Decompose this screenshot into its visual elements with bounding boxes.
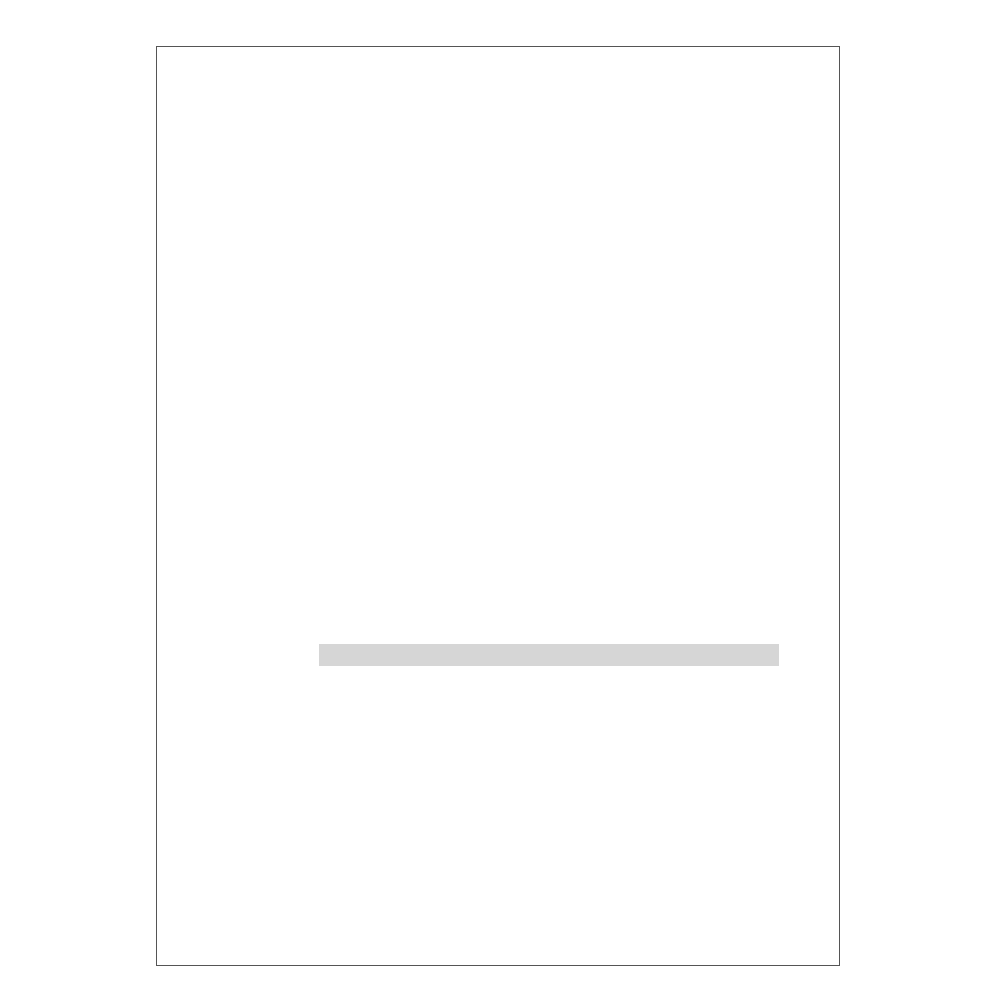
- chapter-heading-bar: [319, 644, 779, 666]
- document-page: [156, 46, 840, 966]
